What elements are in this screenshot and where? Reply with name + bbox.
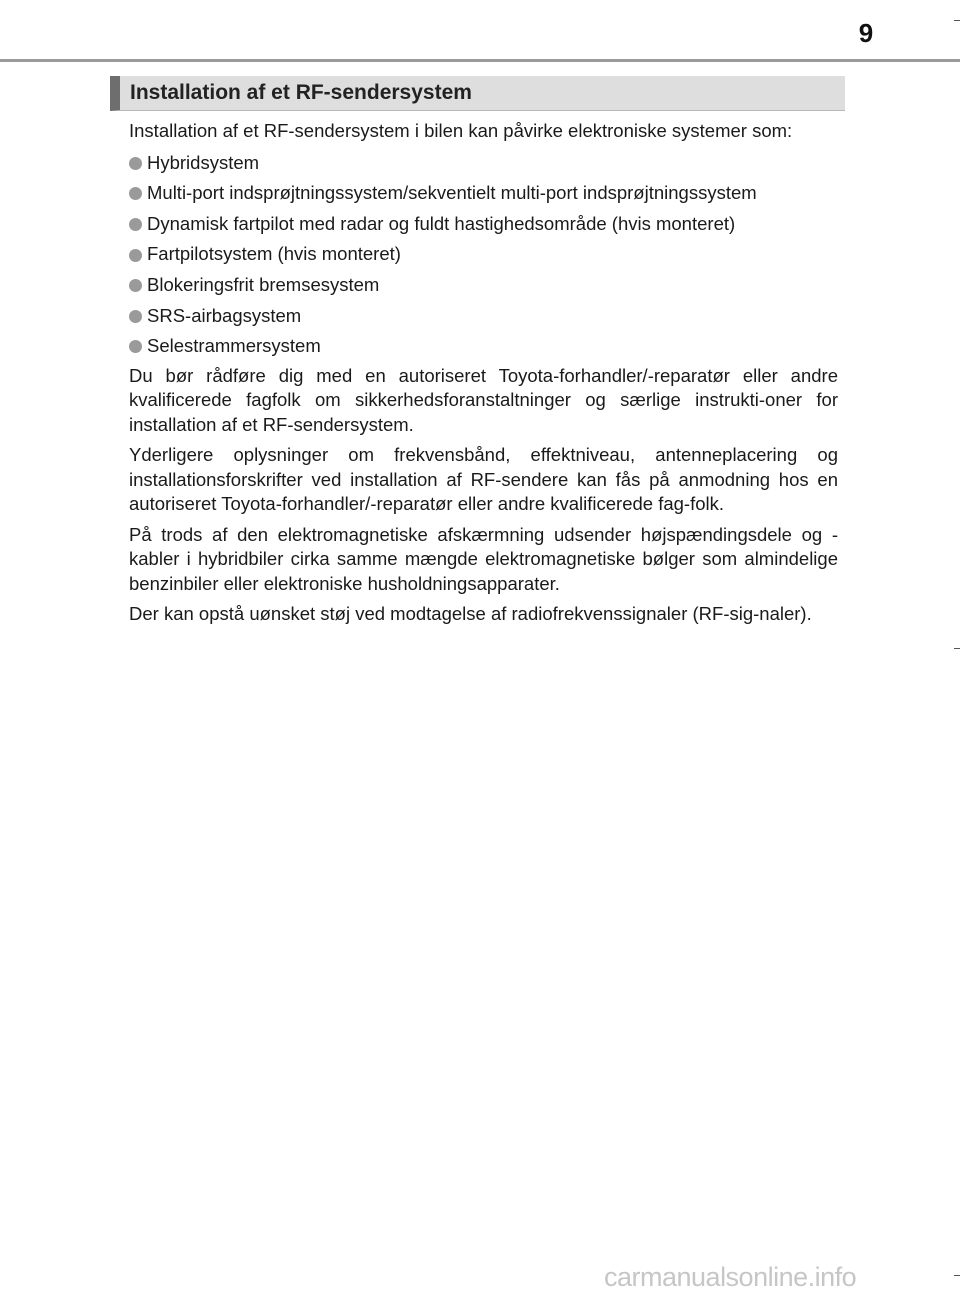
bullet-dot-icon bbox=[129, 187, 142, 200]
crop-mark-bottom bbox=[954, 1275, 960, 1276]
header-rule bbox=[0, 59, 960, 62]
crop-mark-middle bbox=[954, 648, 960, 649]
bullet-dot-icon bbox=[129, 218, 142, 231]
list-item bbox=[129, 209, 838, 240]
list-item bbox=[129, 300, 838, 331]
bullet-dot-icon bbox=[129, 157, 142, 170]
list-item-text: Hybridsystem bbox=[147, 151, 260, 173]
list-item-text: Dynamisk fartpilot med radar og fuldt hastighedsområde (hvis monteret) bbox=[147, 212, 736, 234]
bullet-dot-icon bbox=[129, 340, 142, 353]
intro-paragraph: Installation af et RF-sendersystem i bilen kan påvirke elektroniske systemer som: bbox=[129, 120, 793, 141]
list-item-text: Selestrammersystem bbox=[147, 335, 321, 357]
list-item bbox=[129, 178, 838, 209]
watermark-logo: carmanualsonline.info bbox=[604, 1262, 857, 1292]
dealer-advice-paragraph: Du bør rådføre dig med en autoriseret Toyota-forhandler/-reparatør eller andre kvalificerede fagfolk om sikkerhedsforanstaltninger og særlige instrukti-oner for installation af et RF-sendersystem. bbox=[129, 364, 838, 435]
shielding-paragraph: På trods af den elektromagnetiske afskærmning udsender højspændingsdele og -kabler i hybridbiler cirka samme mængde elektromagnetiske bølger som almindelige benzinbiler eller elektroniske husholdningsapparater. bbox=[129, 523, 838, 594]
bullet-dot-icon bbox=[129, 249, 142, 262]
bullet-dot-icon bbox=[129, 310, 142, 323]
bullet-dot-icon bbox=[129, 279, 142, 292]
list-item-text: Multi-port indsprøjtningssystem/sekventielt multi-port indsprøjtningssystem bbox=[147, 182, 757, 204]
list-item-text: Blokeringsfrit bremsesystem bbox=[147, 273, 380, 295]
list-item bbox=[129, 331, 838, 362]
section-body bbox=[129, 119, 838, 633]
crop-mark-top bbox=[954, 20, 960, 21]
list-item-text: SRS-airbagsystem bbox=[147, 304, 302, 326]
rf-info-paragraph: Yderligere oplysninger om frekvensbånd, effektniveau, antenneplacering og installationsforskrifter ved installation af RF-sendere kan fås på anmodning hos en autoriseret Toyota-forhandler/-reparatør eller andre kvalificerede fag-folk. bbox=[129, 444, 838, 515]
affected-systems-list bbox=[129, 148, 838, 362]
section-header-bar bbox=[110, 76, 845, 111]
section-title: Installation af et RF-sendersystem bbox=[130, 81, 472, 104]
page-number: 9 bbox=[858, 18, 874, 48]
list-item-text: Fartpilotsystem (hvis monteret) bbox=[147, 243, 401, 265]
list-item bbox=[129, 270, 838, 301]
list-item bbox=[129, 148, 838, 179]
noise-paragraph: Der kan opstå uønsket støj ved modtagelse af radiofrekvenssignaler (RF-sig-naler). bbox=[129, 603, 812, 625]
list-item bbox=[129, 239, 838, 270]
